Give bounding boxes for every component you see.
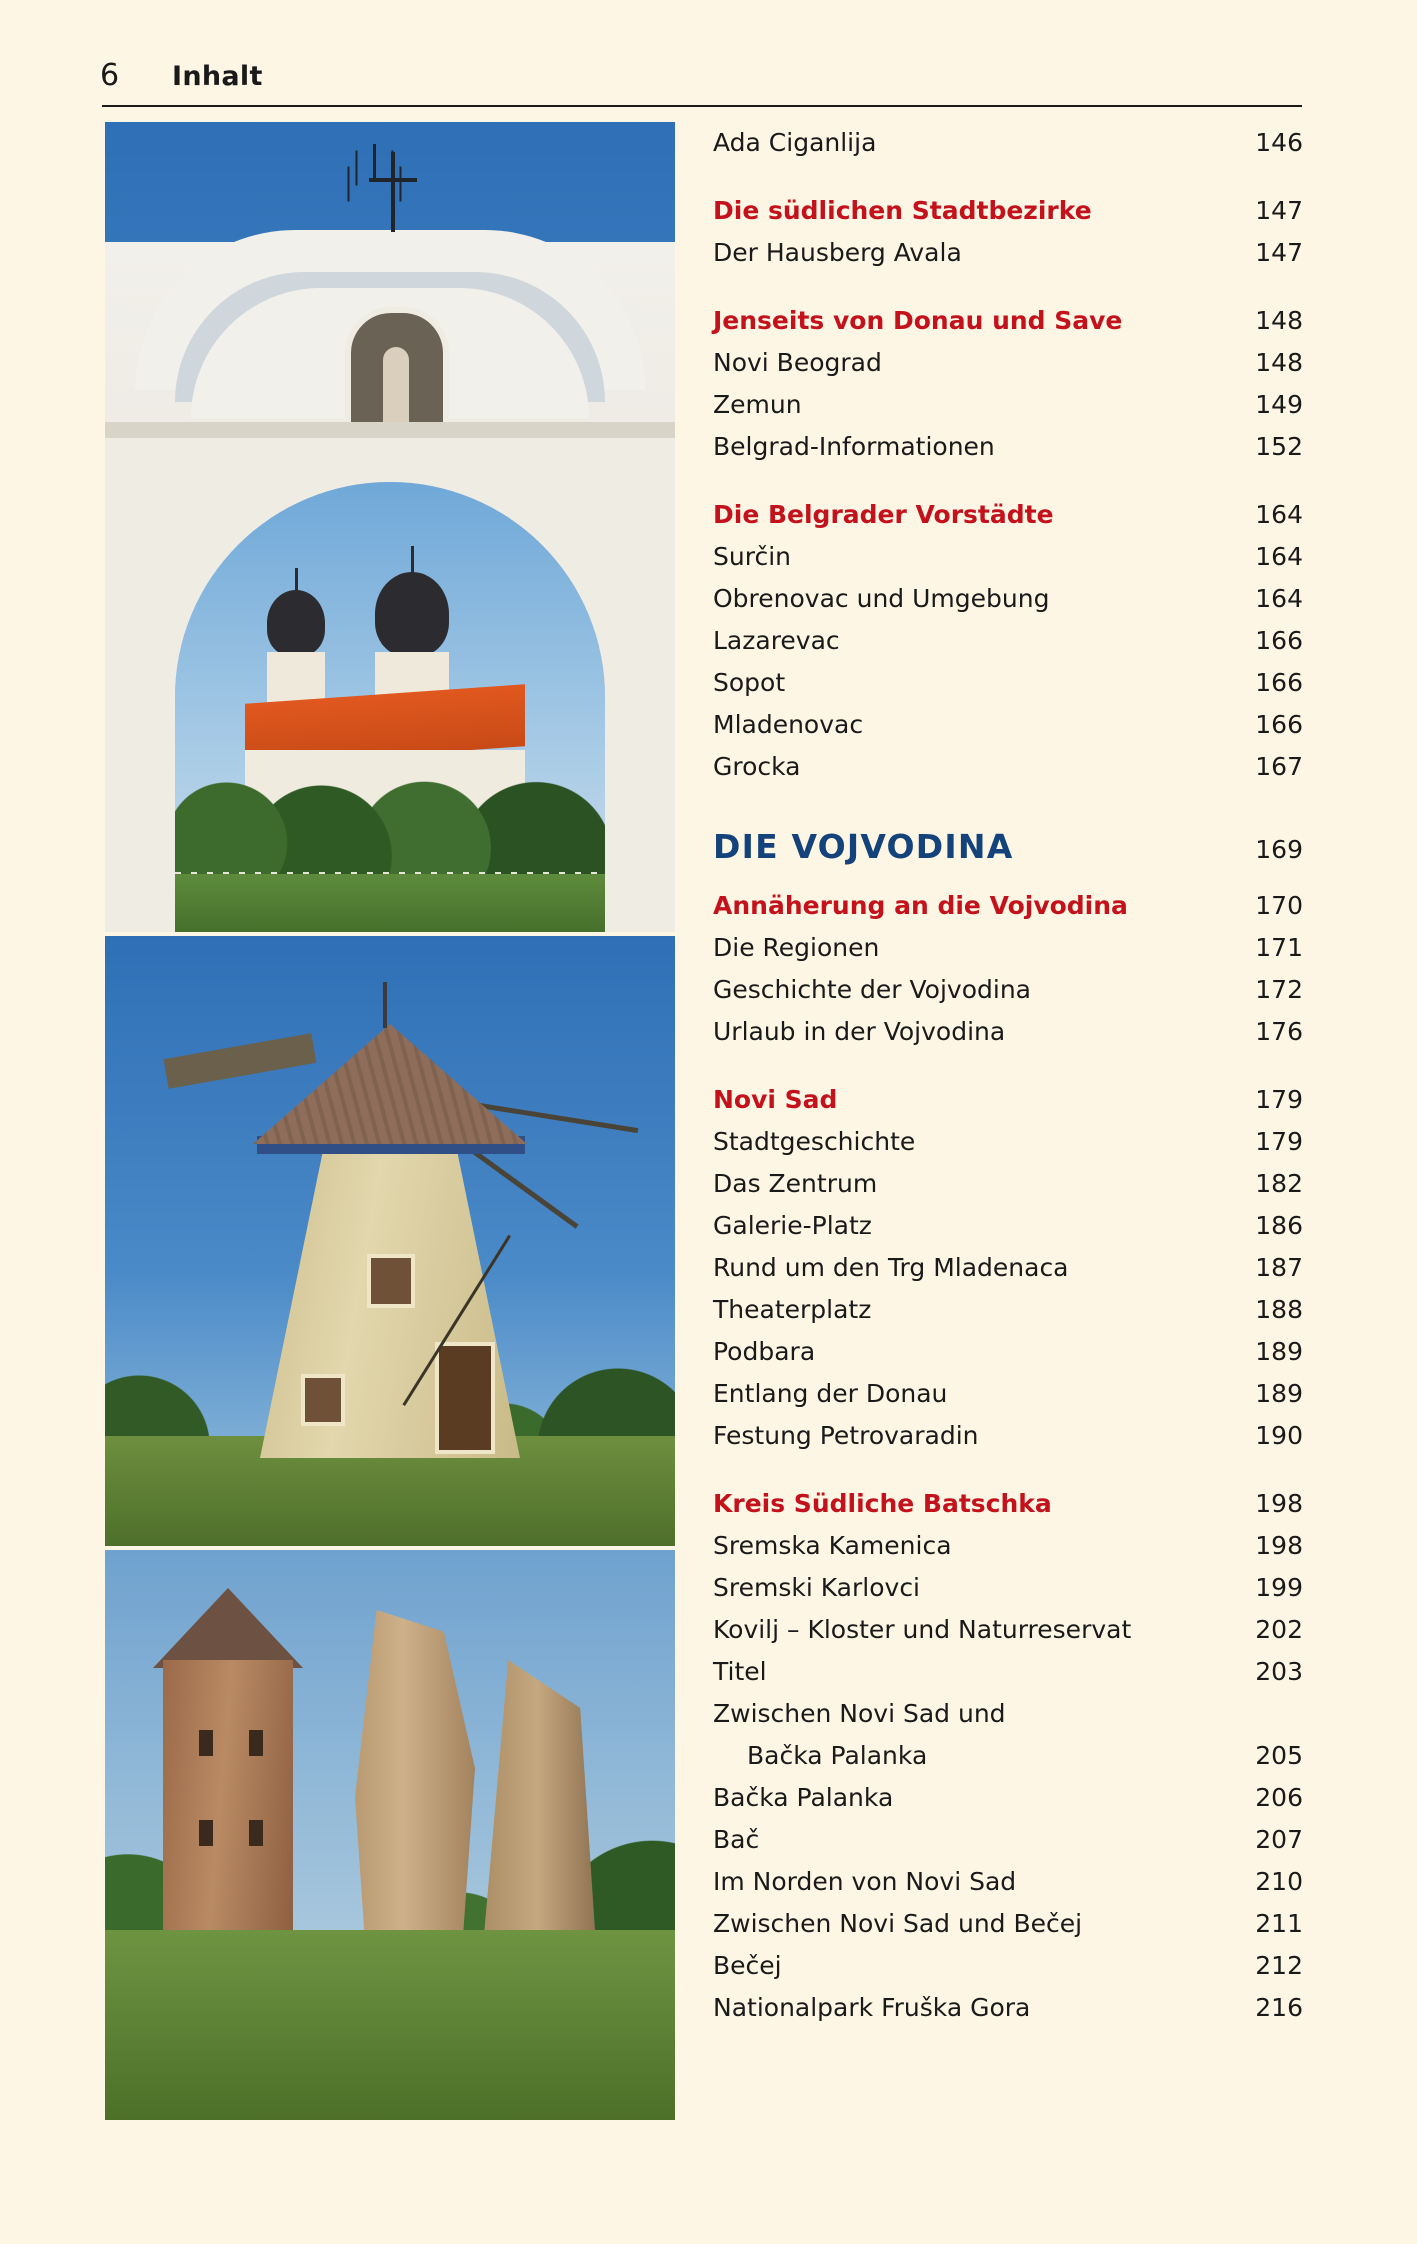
toc-entry-label: Titel	[713, 1657, 767, 1686]
toc-entry-label: Urlaub in der Vojvodina	[713, 1017, 1006, 1046]
toc-entry-row[interactable]	[713, 578, 1303, 620]
windmill-window-lower	[301, 1374, 345, 1426]
toc-entry-label: Die Belgrader Vorstädte	[713, 500, 1054, 529]
toc-spacer	[713, 164, 1303, 190]
toc-entry-row[interactable]	[713, 1331, 1303, 1373]
toc-entry-label: Novi Sad	[713, 1085, 838, 1114]
toc-entry-label: Bačka Palanka	[713, 1783, 894, 1812]
toc-entry-page: 149	[1255, 390, 1303, 419]
tower-window-3	[199, 1820, 213, 1846]
toc-entry-page: 148	[1255, 306, 1303, 335]
toc-section-row[interactable]	[713, 494, 1303, 536]
toc-entry-page: 164	[1255, 500, 1303, 529]
toc-entry-page: 198	[1255, 1531, 1303, 1560]
toc-entry-row[interactable]	[713, 1945, 1303, 1987]
toc-entry-row[interactable]	[713, 1415, 1303, 1457]
toc-section-row[interactable]	[713, 190, 1303, 232]
trees	[175, 752, 605, 882]
toc-entry-row[interactable]	[713, 662, 1303, 704]
toc-entry-label: Der Hausberg Avala	[713, 238, 962, 267]
toc-entry-row[interactable]	[713, 1163, 1303, 1205]
toc-entry-label: Zwischen Novi Sad und	[713, 1699, 1006, 1728]
photo-column	[105, 122, 675, 2120]
toc-entry-row[interactable]	[713, 1819, 1303, 1861]
toc-entry-label: Nationalpark Fruška Gora	[713, 1993, 1031, 2022]
toc-entry-label: Belgrad-Informationen	[713, 432, 995, 461]
toc-entry-page: 179	[1255, 1127, 1303, 1156]
toc-entry-page: 171	[1255, 933, 1303, 962]
toc-entry-page: 187	[1255, 1253, 1303, 1282]
toc-entry-page: 212	[1255, 1951, 1303, 1980]
toc-entry-label: Bečej	[713, 1951, 782, 1980]
toc-entry-row[interactable]	[713, 1525, 1303, 1567]
dome-left	[267, 590, 325, 656]
toc-entry-label: Rund um den Trg Mladenaca	[713, 1253, 1069, 1282]
toc-entry-row[interactable]	[713, 1373, 1303, 1415]
toc-spacer	[713, 871, 1303, 885]
toc-entry-row[interactable]	[713, 232, 1303, 274]
toc-entry-row[interactable]	[713, 1987, 1303, 2029]
toc-entry-page: 164	[1255, 542, 1303, 571]
fortress-ruin-photo	[105, 1550, 675, 2120]
toc-entry-page: 176	[1255, 1017, 1303, 1046]
toc-spacer	[713, 468, 1303, 494]
toc-entry-page: 182	[1255, 1169, 1303, 1198]
folio-number: 6	[100, 58, 120, 93]
toc-entry-row[interactable]	[713, 1777, 1303, 1819]
tower-window-1	[199, 1730, 213, 1756]
toc-entry-label: Im Norden von Novi Sad	[713, 1867, 1017, 1896]
toc-entry-label: Surčin	[713, 542, 791, 571]
toc-entry-page: 216	[1255, 1993, 1303, 2022]
toc-entry-row[interactable]	[713, 1861, 1303, 1903]
toc-section-row[interactable]	[713, 1483, 1303, 1525]
toc-entry-label: Stadtgeschichte	[713, 1127, 916, 1156]
toc-entry-page: 207	[1255, 1825, 1303, 1854]
toc-spacer	[713, 274, 1303, 300]
toc-entry-page: 146	[1255, 128, 1303, 157]
toc-entry-row[interactable]	[713, 1121, 1303, 1163]
toc-entry-page: 188	[1255, 1295, 1303, 1324]
grass	[105, 1930, 675, 2120]
toc-spacer	[713, 788, 1303, 814]
toc-entry-label: Bačka Palanka	[747, 1741, 928, 1770]
toc-entry-row[interactable]	[713, 1735, 1303, 1777]
toc-entry-page: 169	[1255, 835, 1303, 864]
toc-entry-page: 203	[1255, 1657, 1303, 1686]
header-divider	[102, 105, 1302, 107]
page-title: Inhalt	[172, 61, 263, 92]
toc-entry-label: Sremski Karlovci	[713, 1573, 921, 1602]
toc-entry-page: 172	[1255, 975, 1303, 1004]
tower-window-2	[249, 1730, 263, 1756]
toc-entry-label: Das Zentrum	[713, 1169, 878, 1198]
toc-entry-page: 210	[1255, 1867, 1303, 1896]
toc-entry-label: Annäherung an die Vojvodina	[713, 891, 1128, 920]
toc-entry-row[interactable]	[713, 1651, 1303, 1693]
tower-window-4	[249, 1820, 263, 1846]
toc-entry-page: 190	[1255, 1421, 1303, 1450]
toc-entry-label: Sopot	[713, 668, 786, 697]
toc-entry-row[interactable]	[713, 342, 1303, 384]
church-gateway-photo	[105, 122, 675, 932]
cross-icon	[363, 152, 423, 232]
toc-entry-label: Lazarevac	[713, 626, 840, 655]
toc-chapter-row[interactable]	[713, 826, 1303, 871]
toc-entry-label: Mladenovac	[713, 710, 864, 739]
toc-entry-page: 166	[1255, 668, 1303, 697]
toc-entry-row[interactable]	[713, 746, 1303, 788]
toc-entry-row[interactable]	[713, 1205, 1303, 1247]
toc-entry-page: 170	[1255, 891, 1303, 920]
windmill-window-upper	[367, 1254, 415, 1308]
toc-entry-page: 166	[1255, 626, 1303, 655]
toc-entry-page: 205	[1255, 1741, 1303, 1770]
toc-entry-row[interactable]	[713, 969, 1303, 1011]
toc-entry-page: 199	[1255, 1573, 1303, 1602]
toc-entry-label: DIE VOJVODINA	[713, 827, 1014, 866]
lawn	[175, 874, 605, 932]
toc-entry-page: 147	[1255, 238, 1303, 267]
toc-entry-page: 211	[1255, 1909, 1303, 1938]
toc-section-row[interactable]	[713, 1079, 1303, 1121]
toc-entry-page: 179	[1255, 1085, 1303, 1114]
toc-entry-row[interactable]	[713, 1289, 1303, 1331]
toc-entry-row[interactable]	[713, 384, 1303, 426]
toc-entry-page: 189	[1255, 1379, 1303, 1408]
toc-section-row[interactable]	[713, 300, 1303, 342]
toc-entry-page: 166	[1255, 710, 1303, 739]
toc-entry-label: Festung Petrovaradin	[713, 1421, 979, 1450]
toc-entry-page: 167	[1255, 752, 1303, 781]
toc-entry-label: Bač	[713, 1825, 760, 1854]
toc-entry-label: Galerie-Platz	[713, 1211, 872, 1240]
toc-entry-label: Geschichte der Vojvodina	[713, 975, 1031, 1004]
toc-entry-page: 147	[1255, 196, 1303, 225]
table-of-contents	[713, 122, 1303, 2029]
toc-entry-label: Zwischen Novi Sad und Bečej	[713, 1909, 1083, 1938]
toc-entry-label: Novi Beograd	[713, 348, 882, 377]
toc-section-row[interactable]	[713, 885, 1303, 927]
toc-entry-label: Kovilj – Kloster und Naturreservat	[713, 1615, 1132, 1644]
toc-entry-row[interactable]	[713, 536, 1303, 578]
toc-spacer	[713, 1457, 1303, 1483]
toc-spacer	[713, 1053, 1303, 1079]
toc-entry-row[interactable]	[713, 1567, 1303, 1609]
toc-entry-page: 206	[1255, 1783, 1303, 1812]
toc-entry-row[interactable]	[713, 426, 1303, 468]
toc-entry-row[interactable]	[713, 1011, 1303, 1053]
toc-entry-label: Theaterplatz	[713, 1295, 872, 1324]
toc-entry-row[interactable]	[713, 1247, 1303, 1289]
toc-entry-page: 164	[1255, 584, 1303, 613]
toc-entry-page: 148	[1255, 348, 1303, 377]
toc-entry-row[interactable]	[713, 1693, 1303, 1735]
toc-entry-label: Kreis Südliche Batschka	[713, 1489, 1052, 1518]
toc-entry-label: Grocka	[713, 752, 801, 781]
toc-entry-label: Entlang der Donau	[713, 1379, 948, 1408]
windmill-photo	[105, 936, 675, 1546]
toc-entry-page: 198	[1255, 1489, 1303, 1518]
toc-entry-label: Die Regionen	[713, 933, 880, 962]
toc-entry-row[interactable]	[713, 1903, 1303, 1945]
toc-entry-row[interactable]	[713, 927, 1303, 969]
cornice-band	[105, 422, 675, 438]
toc-entry-row[interactable]	[713, 1609, 1303, 1651]
dome-right	[375, 572, 449, 656]
windmill-finial	[383, 982, 387, 1028]
toc-entry-page: 186	[1255, 1211, 1303, 1240]
toc-entry-label: Jenseits von Donau und Save	[713, 306, 1123, 335]
toc-entry-row[interactable]	[713, 122, 1303, 164]
toc-entry-page: 152	[1255, 432, 1303, 461]
page-header	[100, 58, 1300, 93]
toc-entry-row[interactable]	[713, 704, 1303, 746]
toc-entry-page: 202	[1255, 1615, 1303, 1644]
toc-entry-label: Sremska Kamenica	[713, 1531, 952, 1560]
toc-entry-label: Obrenovac und Umgebung	[713, 584, 1050, 613]
toc-entry-label: Zemun	[713, 390, 802, 419]
toc-entry-label: Die südlichen Stadtbezirke	[713, 196, 1092, 225]
toc-entry-row[interactable]	[713, 620, 1303, 662]
toc-entry-label: Podbara	[713, 1337, 816, 1366]
windmill-door	[435, 1342, 495, 1454]
gateway-arch	[175, 482, 605, 932]
toc-entry-label: Ada Ciganlija	[713, 128, 877, 157]
toc-entry-page: 189	[1255, 1337, 1303, 1366]
